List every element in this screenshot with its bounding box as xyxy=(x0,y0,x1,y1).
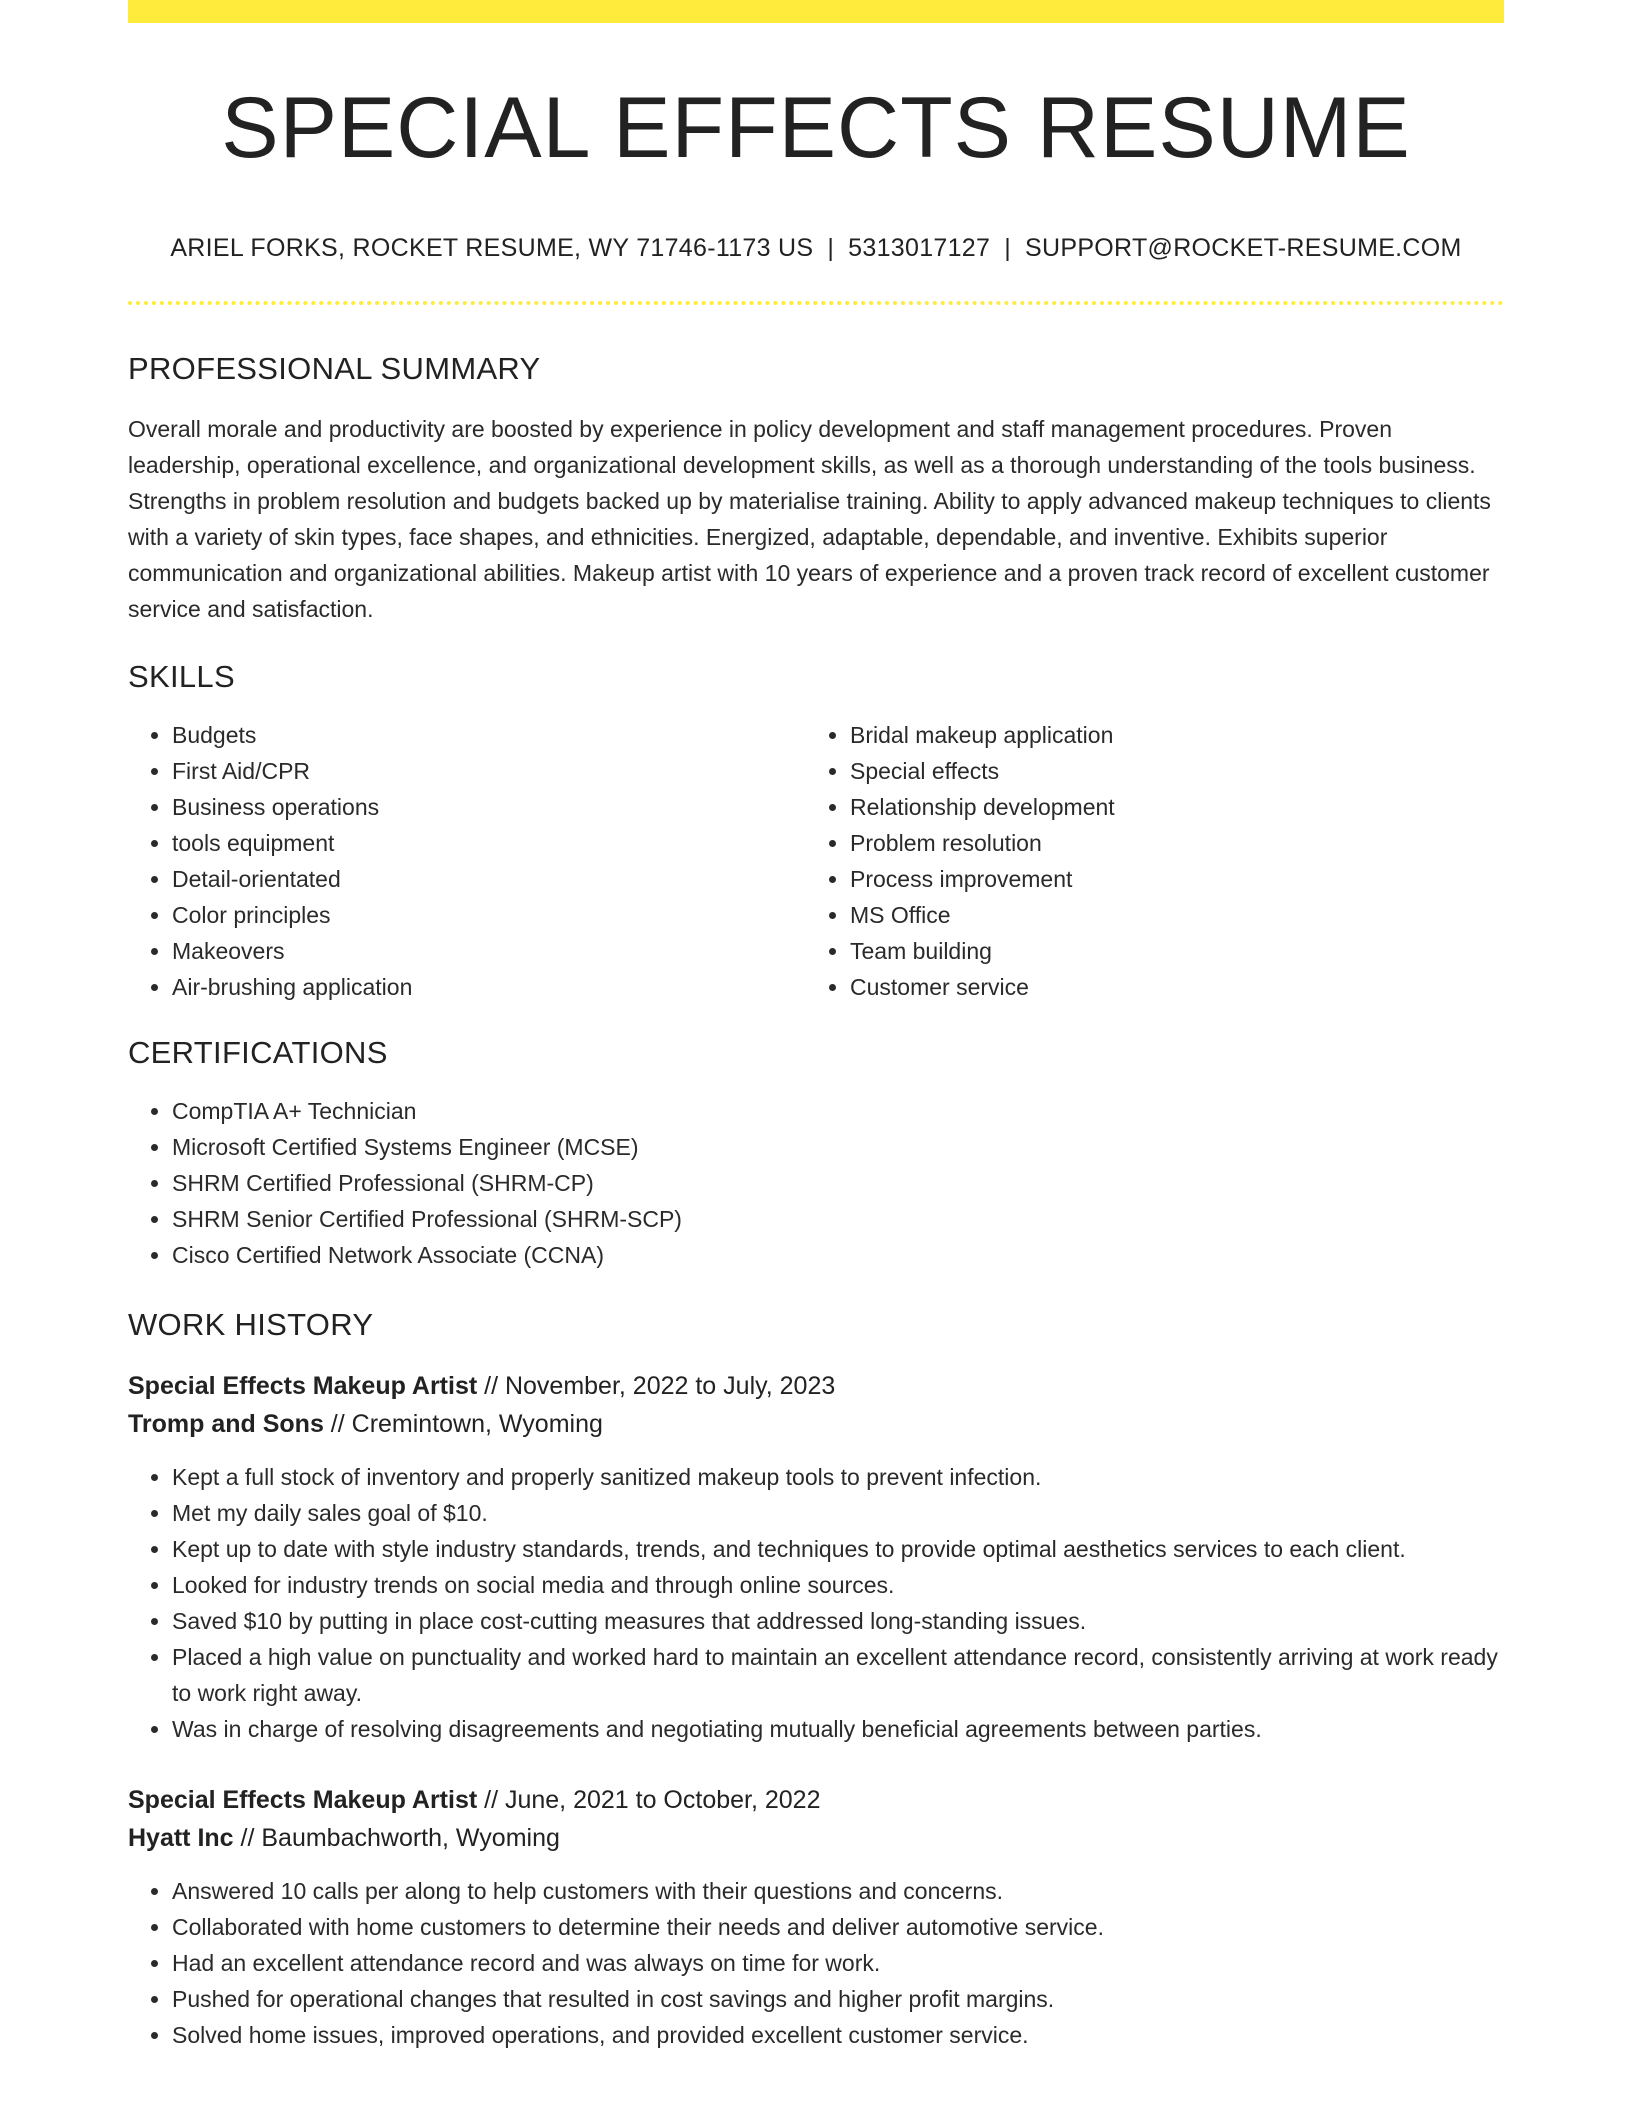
resume-title: SPECIAL EFFECTS RESUME xyxy=(221,80,1411,176)
skills-heading: SKILLS xyxy=(128,658,235,694)
job-title: Special Effects Makeup Artist xyxy=(128,1785,478,1814)
top-accent-bar xyxy=(128,0,1504,23)
skill-item: • Problem resolution xyxy=(850,825,1484,861)
job-bullet-list xyxy=(128,1873,1504,2053)
skill-item: • Budgets xyxy=(172,717,806,753)
job-bullet: • Pushed for operational changes that resulted in cost savings and higher profit margins. xyxy=(172,1981,1504,2017)
skill-item: • tools equipment xyxy=(172,825,806,861)
job-bullet: • Placed a high value on punctuality and worked hard to maintain an excellent attendance record, consistently arriving at work ready to work right away. xyxy=(172,1639,1504,1711)
job-dates: // June, 2021 to October, 2022 xyxy=(477,1785,821,1814)
summary-heading: PROFESSIONAL SUMMARY xyxy=(128,350,541,386)
job-bullet-list xyxy=(128,1459,1504,1747)
skill-item: • Business operations xyxy=(172,789,806,825)
job-location: // Cremintown, Wyoming xyxy=(323,1409,603,1438)
job-bullet: • Was in charge of resolving disagreements and negotiating mutually beneficial agreements between parties. xyxy=(172,1711,1504,1747)
contact-line xyxy=(128,234,1504,263)
job-bullet: • Met my daily sales goal of $10. xyxy=(172,1495,1504,1531)
certifications-heading: CERTIFICATIONS xyxy=(128,1034,388,1070)
contact-address: ARIEL FORKS, ROCKET RESUME, WY 71746-1173 US xyxy=(170,233,814,262)
contact-separator: | xyxy=(827,233,835,262)
summary-text: Overall morale and productivity are boosted by experience in policy development and staff management procedures. Proven leadership, operational excellence, and organizational development skills, as well as a thorough understanding of the tools business. Strengths in problem resolution and budgets backed up by materialise training. Ability to apply advanced makeup techniques to clients with a variety of skin types, face shapes, and ethnicities. Energized, adaptable, dependable, and inventive. Exhibits superior communication and organizational abilities. Makeup artist with 10 years of experience and a proven track record of excellent customer service and satisfaction. xyxy=(128,415,1491,622)
skill-item: • Makeovers xyxy=(172,933,806,969)
skill-item: • MS Office xyxy=(850,897,1484,933)
skill-item: • Process improvement xyxy=(850,861,1484,897)
certifications-list xyxy=(128,1093,1504,1273)
job-bullet: • Answered 10 calls per along to help customers with their questions and concerns. xyxy=(172,1873,1504,1909)
contact-phone: 5313017127 xyxy=(848,233,991,262)
skills-right-column xyxy=(806,717,1484,1005)
skill-item: • Special effects xyxy=(850,753,1484,789)
resume-page xyxy=(128,0,1504,2053)
certification-item: • CompTIA A+ Technician xyxy=(172,1093,1504,1129)
job-title-line xyxy=(128,1367,1504,1405)
job-company-line xyxy=(128,1819,1504,1857)
job-title: Special Effects Makeup Artist xyxy=(128,1371,478,1400)
certification-item: • Cisco Certified Network Associate (CCNA) xyxy=(172,1237,1504,1273)
skill-item: • Air-brushing application xyxy=(172,969,806,1005)
dotted-divider xyxy=(128,301,1504,305)
job-bullet: • Saved $10 by putting in place cost-cutting measures that addressed long-standing issues. xyxy=(172,1603,1504,1639)
job-bullet: • Had an excellent attendance record and was always on time for work. xyxy=(172,1945,1504,1981)
skill-item: • Customer service xyxy=(850,969,1484,1005)
job-bullet: • Kept a full stock of inventory and properly sanitized makeup tools to prevent infection. xyxy=(172,1459,1504,1495)
job-bullet: • Solved home issues, improved operations, and provided excellent customer service. xyxy=(172,2017,1504,2053)
job-company-line xyxy=(128,1405,1504,1443)
job-bullet: • Kept up to date with style industry standards, trends, and techniques to provide optimal aesthetics services to each client. xyxy=(172,1531,1504,1567)
skill-item: • Relationship development xyxy=(850,789,1484,825)
job-bullet: • Looked for industry trends on social media and through online sources. xyxy=(172,1567,1504,1603)
contact-separator: | xyxy=(1004,233,1012,262)
certification-item: • SHRM Senior Certified Professional (SHRM-SCP) xyxy=(172,1201,1504,1237)
job-entry xyxy=(128,1367,1504,1747)
job-location: // Baumbachworth, Wyoming xyxy=(233,1823,560,1852)
certification-item: • SHRM Certified Professional (SHRM-CP) xyxy=(172,1165,1504,1201)
skills-grid xyxy=(128,717,1504,1005)
job-entry xyxy=(128,1781,1504,2053)
skill-item: • Color principles xyxy=(172,897,806,933)
skills-left-column xyxy=(128,717,806,1005)
skill-item: • Team building xyxy=(850,933,1484,969)
job-company: Hyatt Inc xyxy=(128,1823,234,1852)
job-dates: // November, 2022 to July, 2023 xyxy=(477,1371,836,1400)
skill-item: • Detail-orientated xyxy=(172,861,806,897)
contact-email: SUPPORT@ROCKET-RESUME.COM xyxy=(1025,233,1462,262)
work-history-heading: WORK HISTORY xyxy=(128,1306,374,1342)
skill-item: • First Aid/CPR xyxy=(172,753,806,789)
job-company: Tromp and Sons xyxy=(128,1409,324,1438)
job-title-line xyxy=(128,1781,1504,1819)
skill-item: • Bridal makeup application xyxy=(850,717,1484,753)
certification-item: • Microsoft Certified Systems Engineer (MCSE) xyxy=(172,1129,1504,1165)
job-bullet: • Collaborated with home customers to determine their needs and deliver automotive service. xyxy=(172,1909,1504,1945)
